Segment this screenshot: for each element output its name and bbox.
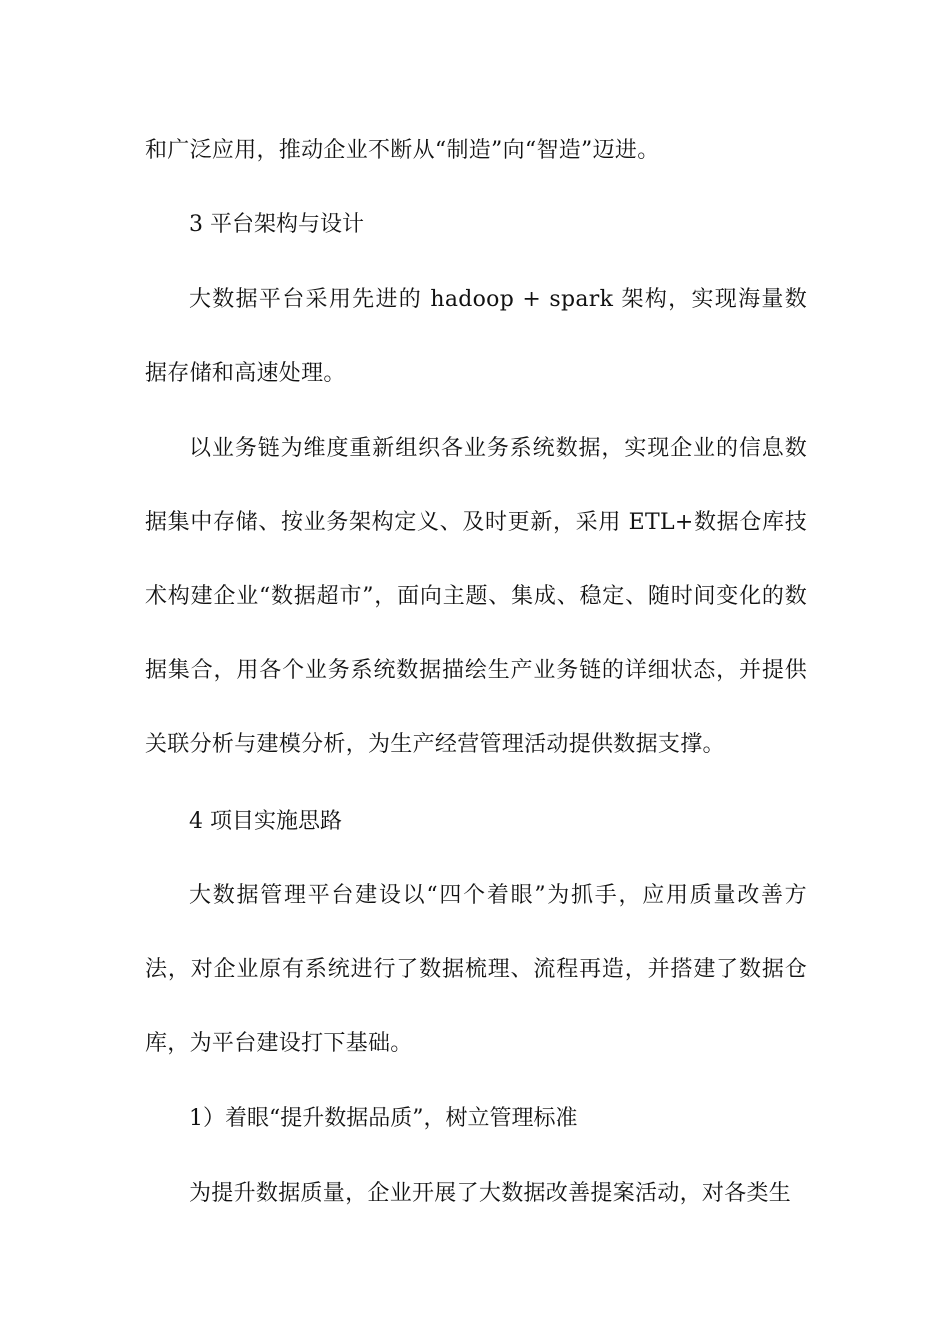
paragraph-data-quality: 为提升数据质量，企业开展了大数据改善提案活动，对各类生 — [189, 1181, 792, 1206]
paragraph-continuation: 和广泛应用，推动企业不断从“制造”向“智造”迈进。 — [145, 138, 660, 163]
subheading-1: 1）着眼“提升数据品质”，树立管理标准 — [189, 1106, 578, 1131]
paragraph-four-focus: 大数据管理平台建设以“四个着眼”为抓手，应用质量改善方法，对企业原有系统进行了数据梳理、流程再造，并搭建了数据仓库，为平台建设打下基础。 — [145, 883, 807, 1056]
section-heading-3: 3 平台架构与设计 — [189, 212, 364, 237]
section-heading-4: 4 项目实施思路 — [189, 809, 342, 834]
paragraph-architecture: 大数据平台采用先进的 hadoop + spark 架构，实现海量数据存储和高速处理。 — [145, 287, 807, 386]
paragraph-business-chain: 以业务链为维度重新组织各业务系统数据，实现企业的信息数据集中存储、按业务架构定义、及时更新，采用 ETL+数据仓库技术构建企业“数据超市”，面向主题、集成、稳定、随时间变化的数据集合，用各个业务系统数据描绘生产业务链的详细状态，并提供关联分析与建模分析，为生产经营管理活动提供数据支撑。 — [145, 436, 807, 757]
